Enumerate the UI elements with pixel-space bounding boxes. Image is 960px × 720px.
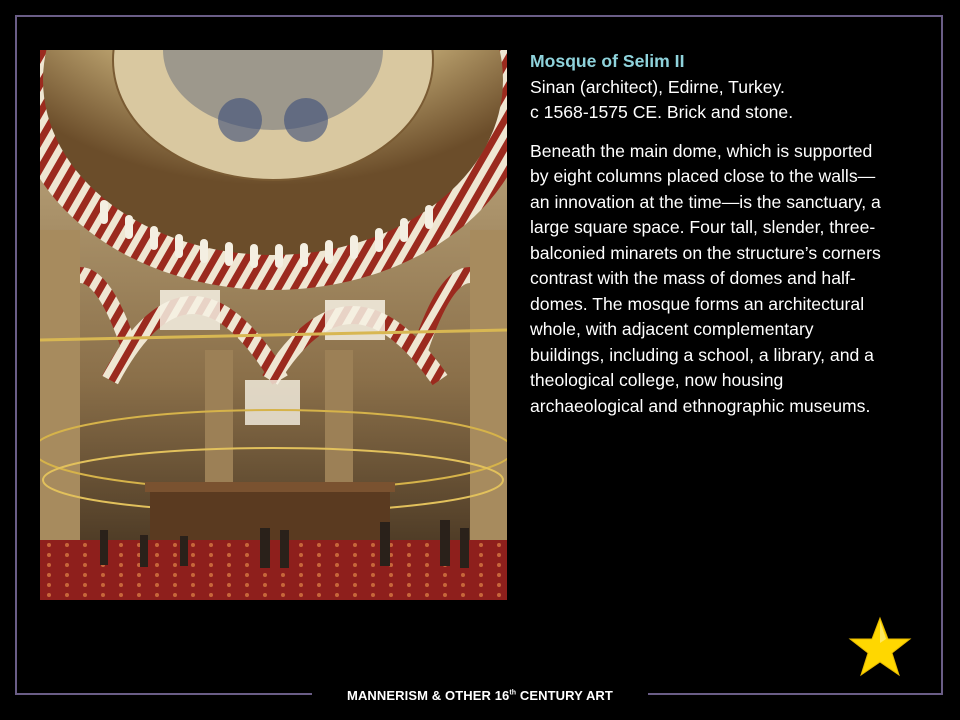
footer-prefix: MANNERISM & OTHER 16	[347, 688, 510, 703]
footer-suffix: CENTURY ART	[516, 688, 613, 703]
slide-footer	[312, 688, 648, 703]
star-icon[interactable]	[847, 615, 913, 686]
mosque-interior-photo	[40, 50, 507, 600]
artwork-description: Beneath the main dome, which is supported by eight columns placed close to the walls—an innovation at the time—is the sanctuary, a large square space. Four tall, slender, three-balconied minarets on the structure’s corners contrast with the mass of domes and half-domes. The mosque forms an architectural whole, with adjacent complementary buildings, including a school, a library, and a theological college, now housing archaeological and ethnographic museums.	[530, 140, 881, 416]
artwork-date-medium: c 1568-1575 CE. Brick and stone.	[530, 102, 794, 122]
slide-caption	[530, 49, 890, 419]
artwork-title: Mosque of Selim II	[530, 51, 685, 71]
footer-superscript: th	[509, 689, 517, 697]
artwork-attribution: Sinan (architect), Edirne, Turkey.	[530, 76, 785, 97]
